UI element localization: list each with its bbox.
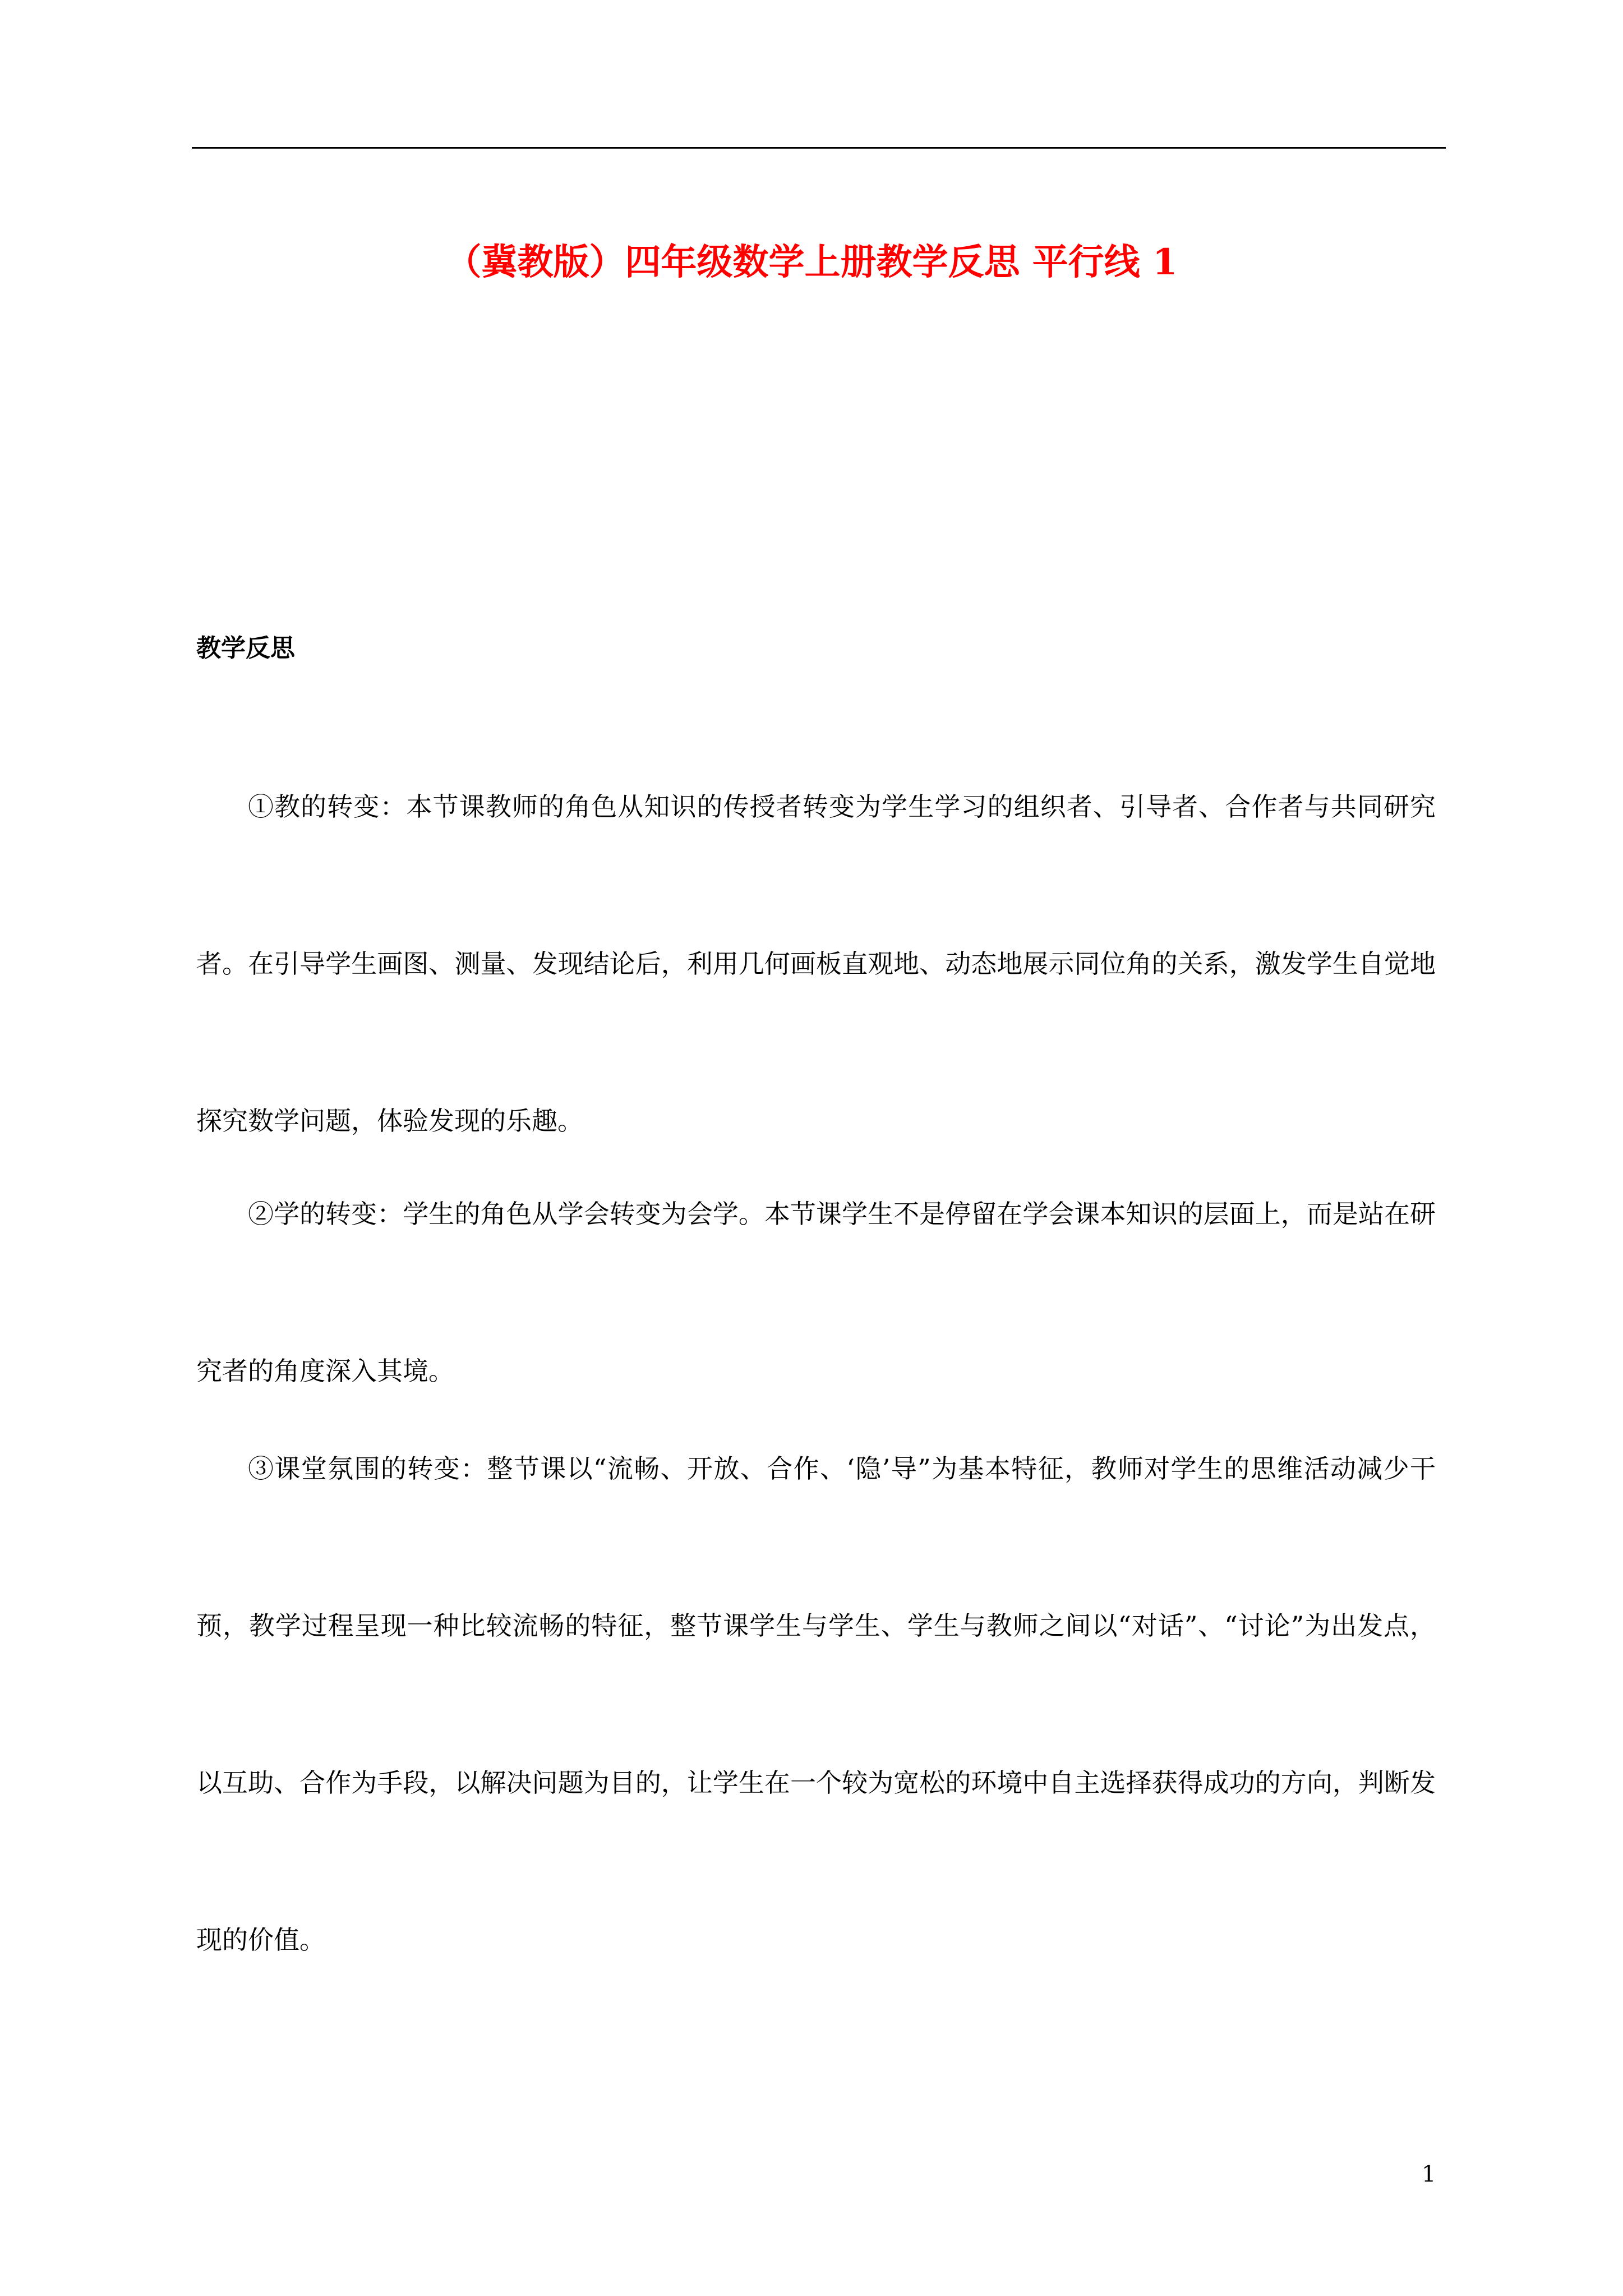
page-number: 1 xyxy=(1422,2161,1436,2187)
section-heading: 教学反思 xyxy=(196,634,295,662)
header-rule xyxy=(192,147,1446,149)
paragraph-learning-change: ②学的转变：学生的角色从学会转变为会学。本节课学生不是停留在学会课本知识的层面上，而是站在研究者的角度深入其境。 xyxy=(196,1199,1436,1386)
paragraph-classroom-atmosphere: ③课堂氛围的转变：整节课以“流畅、开放、合作、‘隐’导”为基本特征，教师对学生的思维活动减少干预，教学过程呈现一种比较流畅的特征，整节课学生与学生、学生与教师之间以“对话”、“讨论”为出发点，以互助、合作为手段，以解决问题为目的，让学生在一个较为宽松的环境中自主选择获得成功的方向，判断发现的价值。 xyxy=(196,1453,1436,1955)
paragraph-teaching-change: ①教的转变：本节课教师的角色从知识的传授者转变为学生学习的组织者、引导者、合作者与共同研究者。在引导学生画图、测量、发现结论后，利用几何画板直观地、动态地展示同位角的关系，激发学生自觉地探究数学问题，体验发现的乐趣。 xyxy=(196,792,1436,1136)
document-title: （冀教版）四年级数学上册教学反思 平行线 1 xyxy=(445,241,1178,283)
